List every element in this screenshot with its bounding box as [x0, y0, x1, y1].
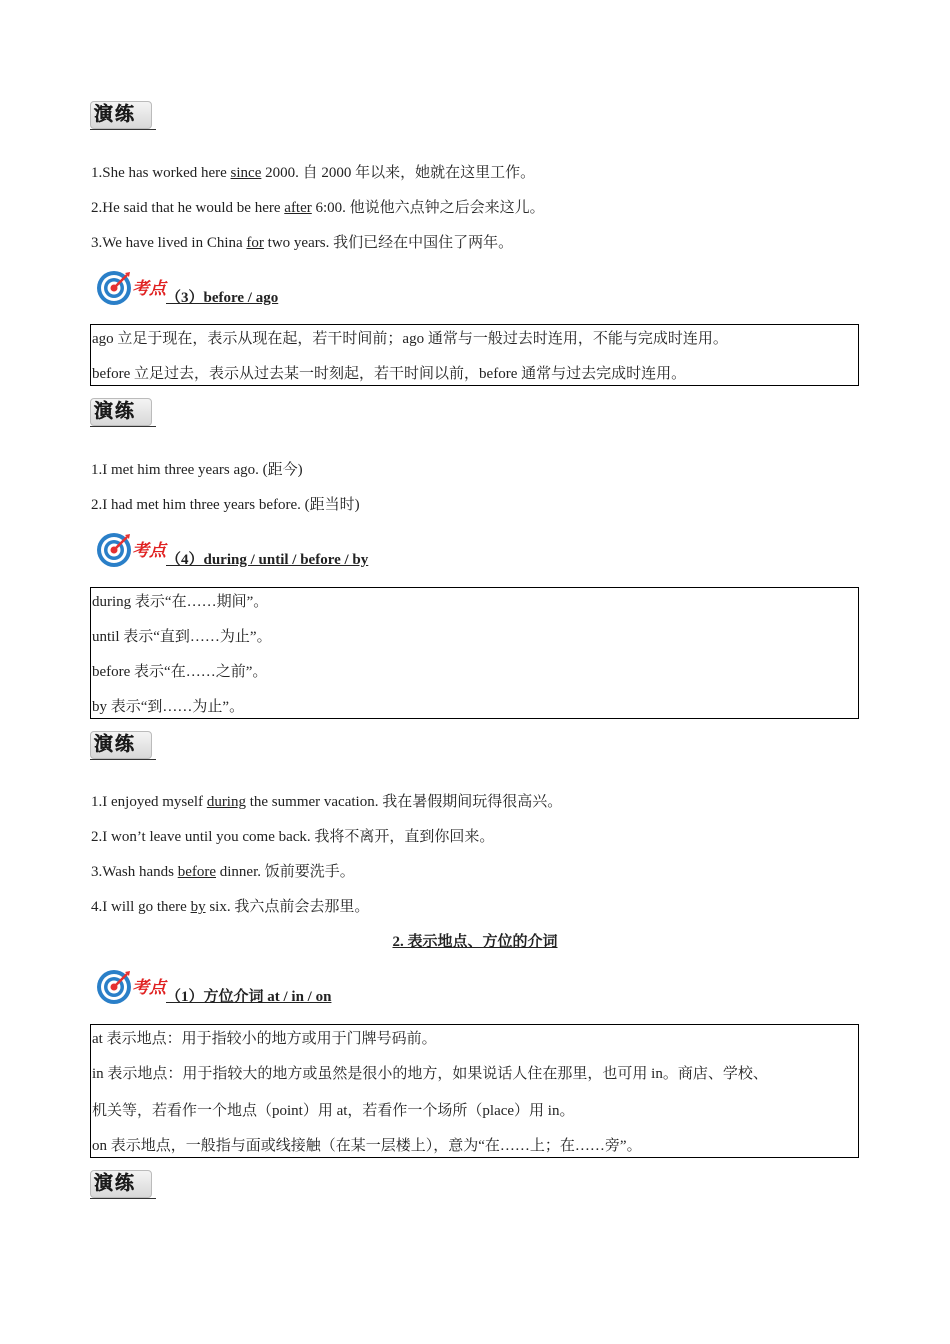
kaodian-header [96, 532, 496, 572]
example-sentence: 1.She has worked here since 2000. 自 2000 年以来，她就在这里工作。 [91, 165, 536, 181]
kaodian-label: 考点 [132, 978, 166, 998]
rule-text: 机关等，若看作一个地点（point）用 at，若看作一个场所（place）用 in。 [92, 1103, 575, 1119]
kaodian-title: （3）before / ago [166, 290, 279, 306]
example-sentence: 1.I enjoyed myself during the summer vacation. 我在暑假期间玩得很高兴。 [91, 794, 563, 810]
kaodian-header [96, 969, 496, 1009]
kaodian-label: 考点 [132, 541, 166, 561]
target-icon [96, 532, 132, 568]
drill-badge [90, 1170, 156, 1200]
section-title: 2. 表示地点、方位的介词 [392, 934, 558, 950]
kaodian-title: （4）during / until / before / by [166, 552, 369, 568]
rule-text: in 表示地点：用于指较大的地方或虽然是很小的地方，如果说话人住在那里，也可用 in。商店、学校、 [92, 1066, 768, 1082]
drill-badge [90, 731, 156, 761]
example-sentence: 3.Wash hands before dinner. 饭前要洗手。 [91, 864, 355, 880]
rule-text: before 立足过去，表示从过去某一时刻起，若干时间以前，before 通常与过去完成时连用。 [92, 366, 687, 382]
kaodian-label: 考点 [132, 279, 166, 299]
rule-text: ago 立足于现在，表示从现在起，若干时间前；ago 通常与一般过去时连用，不能与完成时连用。 [92, 331, 728, 347]
example-sentence: 3.We have lived in China for two years. 我们已经在中国住了两年。 [91, 235, 514, 251]
rule-box [90, 324, 859, 386]
rule-text: before 表示“在……之前”。 [92, 664, 268, 680]
drill-badge [90, 398, 156, 428]
rule-text: until 表示“直到……为止”。 [92, 629, 272, 645]
target-icon [96, 270, 132, 306]
drill-badge [90, 101, 156, 131]
drill-label: 演练 [94, 103, 137, 125]
drill-label: 演练 [94, 733, 137, 755]
rule-box [90, 587, 859, 719]
rule-box [90, 1024, 859, 1158]
target-icon [96, 969, 132, 1005]
rule-text: during 表示“在……期间”。 [92, 594, 269, 610]
kaodian-header [96, 270, 496, 310]
drill-label: 演练 [94, 400, 137, 422]
example-sentence: 1.I met him three years ago. (距今) [91, 462, 303, 478]
drill-label: 演练 [94, 1172, 137, 1194]
example-sentence: 2.I won’t leave until you come back. 我将不离开，直到你回来。 [91, 829, 495, 845]
example-sentence: 4.I will go there by six. 我六点前会去那里。 [91, 899, 370, 915]
example-sentence: 2.I had met him three years before. (距当时) [91, 497, 360, 513]
rule-text: on 表示地点，一般指与面或线接触（在某一层楼上），意为“在……上；在……旁”。 [92, 1138, 642, 1154]
kaodian-title: （1）方位介词 at / in / on [166, 989, 332, 1005]
example-sentence: 2.He said that he would be here after 6:00. 他说他六点钟之后会来这儿。 [91, 200, 545, 216]
rule-text: at 表示地点：用于指较小的地方或用于门牌号码前。 [92, 1031, 437, 1047]
rule-text: by 表示“到……为止”。 [92, 699, 245, 715]
